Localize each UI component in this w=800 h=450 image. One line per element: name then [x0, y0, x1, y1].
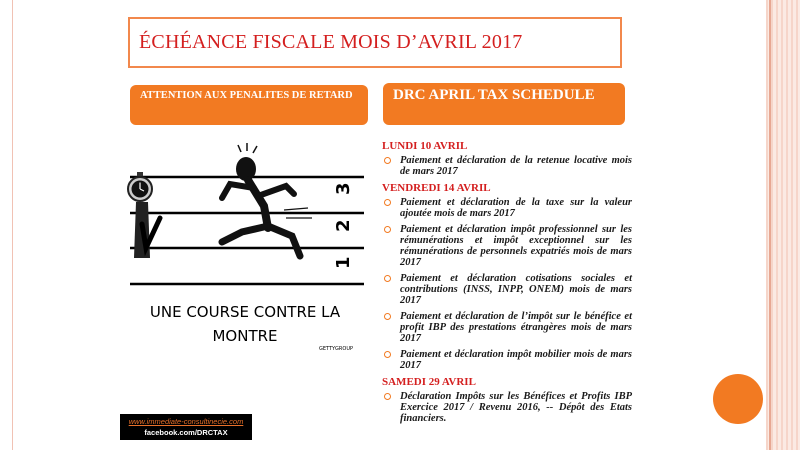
schedule-item	[382, 273, 632, 306]
bullet-icon	[384, 157, 391, 164]
schedule-day-heading: VENDREDI 14 AVRIL	[382, 182, 491, 194]
lane-number-1: 1	[333, 256, 354, 269]
penalties-banner: ATTENTION AUX PENALITES DE RETARD	[130, 85, 368, 125]
right-stripe-decoration	[766, 0, 800, 450]
schedule-item	[382, 224, 632, 268]
footer-contact-box	[120, 414, 252, 440]
schedule-item	[382, 391, 632, 424]
schedule-day-heading: SAMEDI 29 AVRIL	[382, 376, 476, 388]
bullet-icon	[384, 313, 391, 320]
illustration-svg	[118, 140, 368, 362]
page-title: ÉCHÉANCE FISCALE MOIS D’AVRIL 2017	[139, 31, 523, 53]
facebook-link[interactable]: facebook.com/DRCTAX	[144, 428, 228, 437]
left-margin-decoration	[0, 0, 13, 450]
lane-number-2: 2	[333, 219, 354, 232]
bullet-icon	[384, 393, 391, 400]
schedule-item-text: Paiement et déclaration impôt mobilier mois de mars 2017	[400, 349, 632, 371]
tax-schedule-list	[382, 140, 632, 429]
race-against-clock-illustration	[118, 140, 368, 362]
schedule-item	[382, 311, 632, 344]
schedule-banner: DRC APRIL TAX SCHEDULE	[383, 83, 625, 125]
schedule-item-text: Paiement et déclaration impôt professionnel sur les rémunérations et impôt exceptionnel sur les rémunérations de personnels expatriés mois de mars 2017	[400, 224, 632, 268]
schedule-item-text: Déclaration Impôts sur les Bénéfices et Profits IBP Exercice 2017 / Revenu 2016, -- Dépôt des Etats financiers.	[400, 391, 632, 424]
schedule-item-text: Paiement et déclaration de l’impôt sur le bénéfice et profit IBP des prestations étrangères mois de mars 2017	[400, 311, 632, 344]
illustration-caption-line2: MONTRE	[212, 327, 278, 345]
title-box	[128, 17, 622, 68]
schedule-day-heading: LUNDI 10 AVRIL	[382, 140, 468, 152]
website-link[interactable]: www.immediate-consultinecie.com	[128, 417, 244, 426]
bullet-icon	[384, 226, 391, 233]
lane-number-3: 3	[333, 182, 354, 195]
orange-circle-decoration	[713, 374, 763, 424]
schedule-item	[382, 197, 632, 219]
bullet-icon	[384, 351, 391, 358]
schedule-item-text: Paiement et déclaration de la retenue locative mois de mars 2017	[400, 155, 632, 177]
schedule-item-text: Paiement et déclaration cotisations sociales et contributions (INSS, INPP, ONEM) mois de mars 2017	[400, 273, 632, 306]
schedule-item	[382, 349, 632, 371]
bullet-icon	[384, 275, 391, 282]
running-man-icon	[222, 143, 312, 256]
illustration-caption-line1: UNE COURSE CONTRE LA	[149, 303, 341, 321]
schedule-item-text: Paiement et déclaration de la taxe sur la valeur ajoutée mois de mars 2017	[400, 197, 632, 219]
schedule-item	[382, 155, 632, 177]
bullet-icon	[384, 199, 391, 206]
illustration-signature: GETTYGROUP	[318, 346, 354, 352]
